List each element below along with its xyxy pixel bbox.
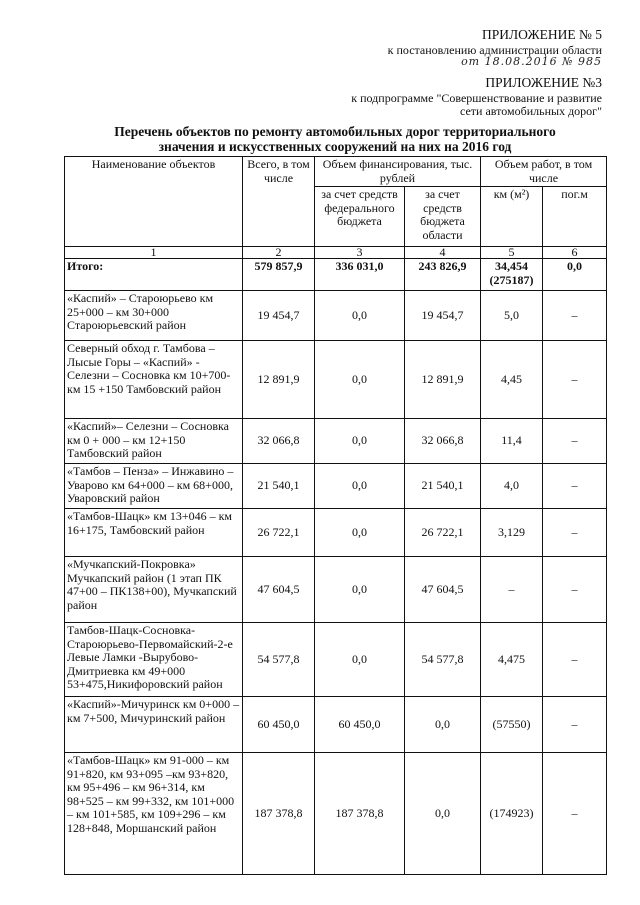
cell-total: 54 577,8 [243,623,315,697]
cell-km2: (57550) [481,697,543,753]
decree-signature: от 18.08.2016 № 985 [461,55,602,68]
appendix-3-label: ПРИЛОЖЕНИЕ №3 [485,75,602,90]
object-name: «Каспий»-Мичуринск км 0+000 – км 7+500, Мичуринский район [65,697,243,753]
cell-total: 60 450,0 [243,697,315,753]
cell-total: 12 891,9 [243,341,315,419]
header-regional: за счет средств бюджета области [405,187,481,247]
table-row [65,291,607,341]
cell-regional: 54 577,8 [405,623,481,697]
column-number: 4 [405,247,481,259]
object-name: Северный обход г. Тамбова – Лысые Горы – «Каспий» - Селезни – Сосновка км 10+700-км 15 +150 Тамбовский район [65,341,243,419]
table-row [65,419,607,464]
total-all: 579 857,9 [243,259,315,291]
cell-pog: – [543,419,607,464]
cell-pog: – [543,341,607,419]
cell-km2: 4,45 [481,341,543,419]
header-total: Всего, в том числе [243,157,315,247]
total-row [65,259,607,291]
object-name: «Каспий» – Староюрьево км 25+000 – км 30+000 Староюрьевский район [65,291,243,341]
cell-pog: – [543,509,607,557]
table-row [65,623,607,697]
cell-pog: – [543,697,607,753]
object-name: «Тамбов-Шацк» км 91-000 – км 91+820, км 93+095 –км 93+820, км 95+496 – км 96+314, км 98+525 – км 99+332, км 101+000 – км 101+585, км 109+296 – км 128+848, Моршанский район [65,753,243,875]
cell-pog: – [543,557,607,623]
cell-km2: 11,4 [481,419,543,464]
header-pog: пог.м [543,187,607,247]
cell-regional: 26 722,1 [405,509,481,557]
cell-federal: 60 450,0 [315,697,405,753]
cell-federal: 0,0 [315,557,405,623]
cell-km2: 4,0 [481,464,543,509]
table-row [65,341,607,419]
appendix-5-label: ПРИЛОЖЕНИЕ № 5 [481,27,602,42]
cell-federal: 0,0 [315,623,405,697]
objects-table [64,156,607,875]
object-name: «Мучкапский-Покровка» Мучкапский район (1 этап ПК 47+00 – ПК138+00), Мучкапский район [65,557,243,623]
decree-reference: к постановлению администрации области [387,43,602,57]
cell-km2: 4,475 [481,623,543,697]
cell-regional: 47 604,5 [405,557,481,623]
column-number-row [65,247,607,259]
object-name: «Каспий»– Селезни – Сосновка км 0 + 000 – км 12+150 Тамбовский район [65,419,243,464]
total-federal: 336 031,0 [315,259,405,291]
cell-total: 47 604,5 [243,557,315,623]
total-km2: 34,454 (275187) [481,259,543,291]
cell-federal: 0,0 [315,509,405,557]
cell-total: 19 454,7 [243,291,315,341]
cell-federal: 0,0 [315,419,405,464]
cell-regional: 12 891,9 [405,341,481,419]
cell-regional: 21 540,1 [405,464,481,509]
column-number: 2 [243,247,315,259]
subprogram-line-1: к подпрограмме "Совершенствование и развитие [351,91,602,105]
object-name: «Тамбов – Пенза» – Инжавино – Уварово км 64+000 – км 68+000, Уваровский район [65,464,243,509]
column-number: 5 [481,247,543,259]
header-row-1 [65,157,607,187]
table-row [65,509,607,557]
document-title-line-1: Перечень объектов по ремонту автомобильных дорог территориального [114,124,556,139]
cell-regional: 0,0 [405,753,481,875]
header-name: Наименование объектов [65,157,243,247]
cell-total: 21 540,1 [243,464,315,509]
cell-pog: – [543,753,607,875]
column-number: 6 [543,247,607,259]
cell-regional: 32 066,8 [405,419,481,464]
object-name: «Тамбов-Шацк» км 13+046 – км 16+175, Тамбовский район [65,509,243,557]
total-regional: 243 826,9 [405,259,481,291]
cell-federal: 0,0 [315,291,405,341]
cell-regional: 0,0 [405,697,481,753]
cell-total: 26 722,1 [243,509,315,557]
cell-federal: 0,0 [315,341,405,419]
cell-km2: (174923) [481,753,543,875]
cell-pog: – [543,291,607,341]
cell-federal: 187 378,8 [315,753,405,875]
subprogram-line-2: сети автомобильных дорог" [459,104,602,118]
document-title-line-2: значения и искусственных сооружений на них на 2016 год [158,139,512,154]
table-row [65,464,607,509]
cell-pog: – [543,623,607,697]
header-funding: Объем финансирования, тыс. рублей [315,157,481,187]
table-row [65,557,607,623]
column-number: 3 [315,247,405,259]
total-pog: 0,0 [543,259,607,291]
cell-total: 32 066,8 [243,419,315,464]
header-volume: Объем работ, в том числе [481,157,607,187]
table-row [65,697,607,753]
total-label: Итого: [65,259,243,291]
cell-km2: – [481,557,543,623]
cell-pog: – [543,464,607,509]
table-row [65,753,607,875]
cell-regional: 19 454,7 [405,291,481,341]
cell-km2: 3,129 [481,509,543,557]
cell-total: 187 378,8 [243,753,315,875]
cell-federal: 0,0 [315,464,405,509]
header-federal: за счет средств федерального бюджета [315,187,405,247]
header-km2: км (м²) [481,187,543,247]
column-number: 1 [65,247,243,259]
object-name: Тамбов-Шацк-Сосновка-Староюрьево-Первомайский-2-е Левые Ламки -Вырубово-Дмитриевка км 49+000 53+475,Никифоровский район [65,623,243,697]
cell-km2: 5,0 [481,291,543,341]
